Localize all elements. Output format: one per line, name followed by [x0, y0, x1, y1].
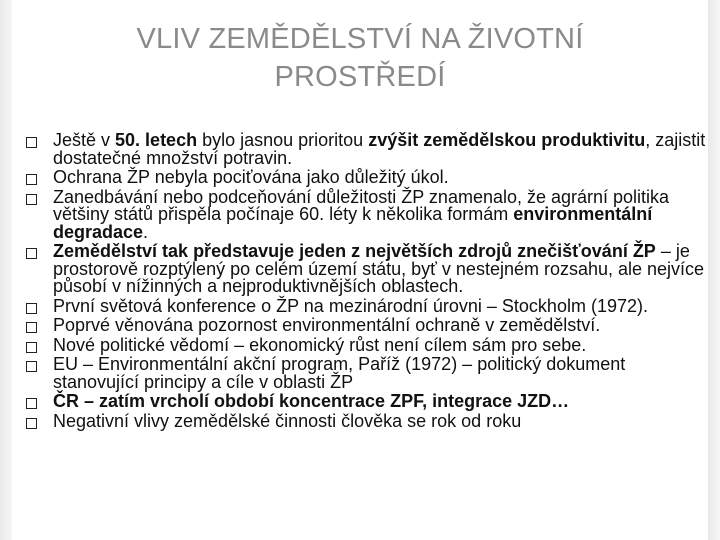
bullet-text: . [143, 221, 149, 242]
bullet-text: Nové politické vědomí – ekonomický růst není cílem sám pro sebe. [53, 334, 587, 355]
bullet-text-bold: zvýšit zemědělskou produktivitu [368, 130, 646, 150]
bullet-text-bold: environmentální degradace [53, 204, 653, 242]
bullet-item [26, 393, 710, 411]
bullet-item [26, 132, 710, 167]
bullet-text: , zajistit dostatečné množství potravin. [53, 130, 706, 168]
bullet-item [26, 334, 710, 355]
bullet-text-bold: ČR – zatím vrcholí období koncentrace ZPF, integrace JZD… [53, 391, 570, 411]
bullet-text-bold: Zemědělství tak představuje jeden z největších zdrojů znečišťování ŽP [53, 241, 656, 261]
bullet-text: – je prostorově rozptýlený po celém území státu, byť v nestejném rozsahu, ale nejvíce působí v nížinných a nejproduktivnějších oblastech. [53, 241, 705, 296]
bullet-item [26, 243, 710, 296]
bullet-text: První světová konference o ŽP na mezinárodní úrovni – Stockholm (1972). [53, 295, 648, 316]
bullet-item [26, 295, 710, 316]
checkbox-bullet-icon [26, 342, 37, 353]
bullet-list [26, 132, 710, 432]
bullet-text: Ochrana ŽP nebyla pociťována jako důležitý úkol. [53, 167, 449, 187]
checkbox-bullet-icon [26, 418, 37, 429]
bullet-text: Poprvé věnována pozornost environmentální ochraně v zemědělství. [53, 315, 601, 335]
left-decor-bar [0, 0, 12, 540]
checkbox-bullet-icon [26, 303, 37, 314]
checkbox-bullet-icon [26, 194, 37, 205]
bullet-item [26, 410, 710, 431]
checkbox-bullet-icon [26, 361, 37, 372]
bullet-text: Negativní vlivy zemědělské činnosti člověka se rok od roku [53, 410, 522, 431]
checkbox-bullet-icon [26, 248, 37, 259]
bullet-text: EU – Environmentální akční program, Paříž (1972) – politický dokument stanovující principy a cíle v oblasti ŽP [53, 354, 626, 392]
bullet-item [26, 169, 710, 187]
slide-title-line-1: VLIV ZEMĚDĚLSTVÍ NA ŽIVOTNÍ [136, 23, 584, 55]
checkbox-bullet-icon [26, 322, 37, 333]
checkbox-bullet-icon [26, 174, 37, 185]
slide-title-line-2: PROSTŘEDÍ [274, 61, 446, 93]
bullet-item [26, 356, 710, 391]
bullet-text: Zanedbávání nebo podceňování důležitosti ŽP znamenalo, že agrární politika většiny států přispěla počínaje 60. léty k několika formám [53, 186, 670, 224]
checkbox-bullet-icon [26, 137, 37, 148]
slide-title [60, 20, 660, 96]
bullet-text: bylo jasnou prioritou [197, 130, 369, 150]
bullet-text-bold: 50. letech [115, 130, 198, 150]
bullet-item [26, 186, 710, 242]
checkbox-bullet-icon [26, 398, 37, 409]
bullet-item [26, 317, 710, 335]
bullet-text: Ještě v [53, 130, 116, 150]
